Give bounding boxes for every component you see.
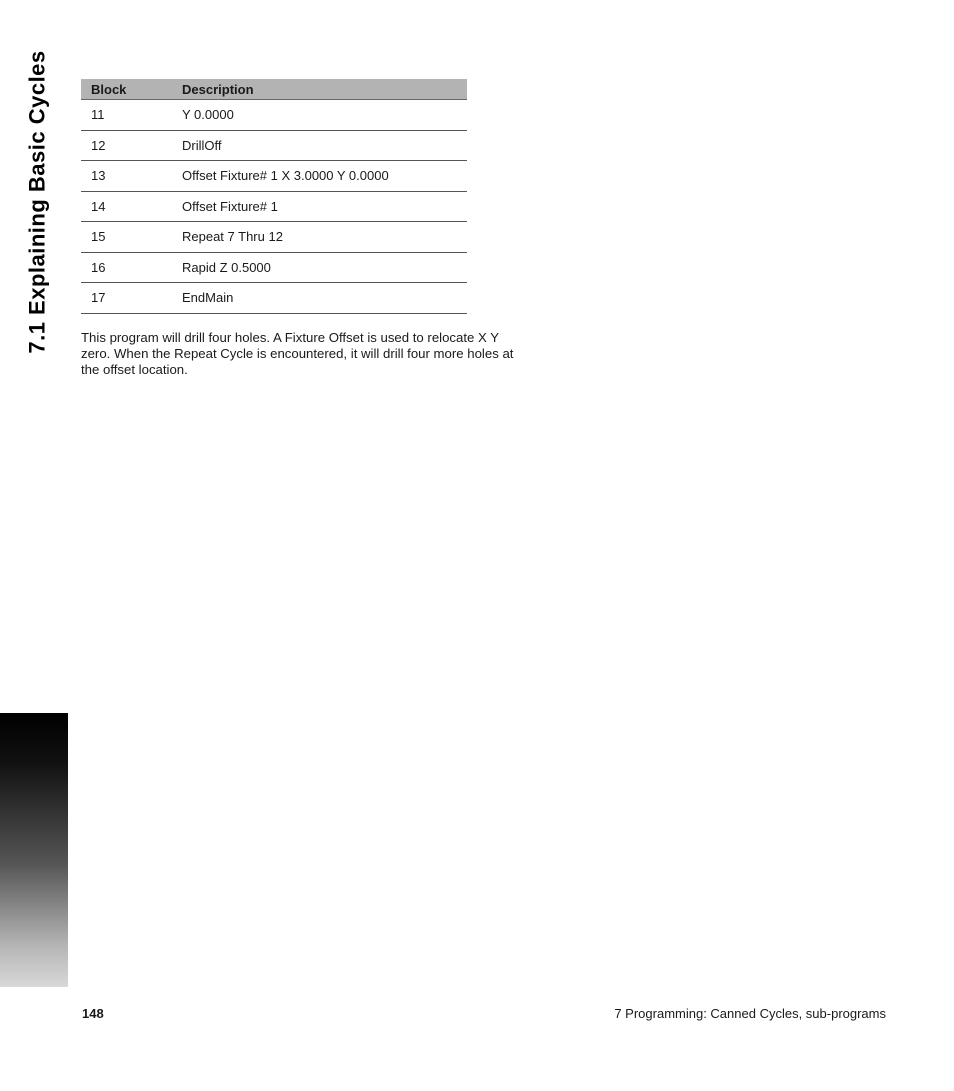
page-number: 148	[82, 1006, 104, 1021]
block-description: Repeat 7 Thru 12	[182, 222, 467, 253]
block-number: 12	[81, 130, 182, 161]
body-paragraph: This program will drill four holes. A Fixture Offset is used to relocate X Y zero. When the Repeat Cycle is encountered, it will drill four more holes at the offset location.	[81, 330, 514, 377]
block-description: Y 0.0000	[182, 100, 467, 131]
block-description: Offset Fixture# 1 X 3.0000 Y 0.0000	[182, 161, 467, 192]
header-block: Block	[81, 79, 182, 100]
table-header-row	[81, 79, 467, 100]
block-number: 11	[81, 100, 182, 131]
section-title: 7.1 Explaining Basic Cycles	[25, 50, 50, 354]
block-number: 17	[81, 283, 182, 314]
program-block-table	[81, 79, 467, 314]
block-number: 16	[81, 252, 182, 283]
block-number: 13	[81, 161, 182, 192]
block-description: Rapid Z 0.5000	[182, 252, 467, 283]
block-number: 14	[81, 191, 182, 222]
chapter-tab-gradient	[0, 713, 68, 987]
chapter-footer: 7 Programming: Canned Cycles, sub-programs	[614, 1006, 886, 1021]
table-row	[81, 130, 467, 161]
section-title-vertical	[18, 52, 58, 352]
table-row	[81, 100, 467, 131]
table-row	[81, 283, 467, 314]
header-description: Description	[182, 79, 467, 100]
block-description: EndMain	[182, 283, 467, 314]
block-description: Offset Fixture# 1	[182, 191, 467, 222]
table-row	[81, 222, 467, 253]
table-row	[81, 252, 467, 283]
table-row	[81, 191, 467, 222]
table-row	[81, 161, 467, 192]
block-number: 15	[81, 222, 182, 253]
block-description: DrillOff	[182, 130, 467, 161]
